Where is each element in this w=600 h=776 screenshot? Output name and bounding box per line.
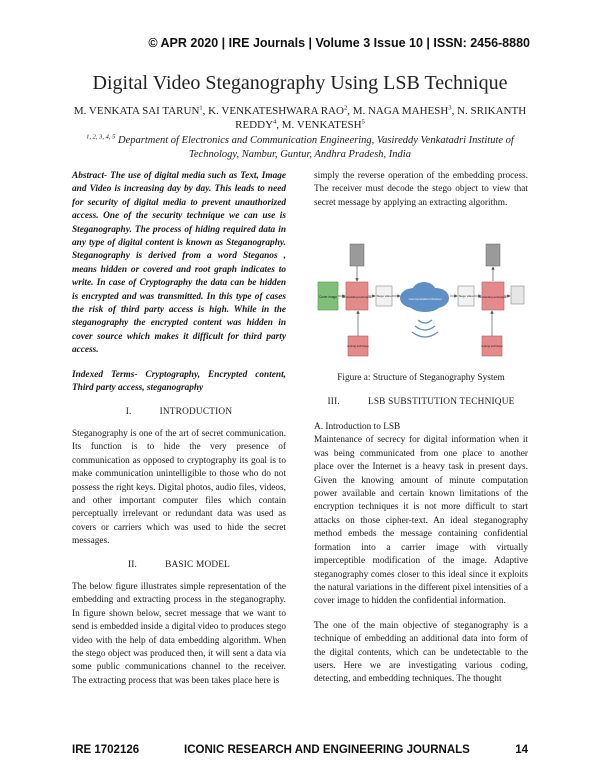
left-column	[72, 170, 286, 688]
index-terms: Indexed Terms- Cryptography, Encrypted content, Third party access, steganography	[72, 369, 286, 394]
output-document	[511, 286, 524, 304]
section-heading-basic-model: II. BASIC MODEL	[127, 559, 231, 570]
journal-header: © APR 2020 | IRE Journals | Volume 3 Issue 10 | ISSN: 2456-8880	[148, 36, 530, 50]
page-number: 14	[515, 744, 528, 756]
lsb-paragraph: Maintenance of secrecy for digital information when it was being communicated from one place to another place over the Internet is a heavy task in present days. Given the knowing amount of minute computation power available and certain known limitations of the encryption techniques it is not more difficult to start attacks on those cipher-text. An ideal steganography method embeds the message containing confidential formation into a carrier image with virtually imperceptible modification of the image. Adaptive steganography comes closer to this ideal since it exploits the natural variations in the different pixel intensities of a cover image to hidden the confidential information.	[314, 435, 528, 607]
stego-video-label: Stego video	[376, 294, 392, 299]
introduction-paragraph: Steganography is one of the art of secret communication. Its function is to hide the very presence of communication as opposed to cryptography its goal is to make communication unintelligible to those who do not possess the right keys. Digital photos, audio files, videos, and other important computer files which contain perceptually irrelevant or redundant data was used as covers or carriers which was used to hide the secret messages.	[72, 428, 286, 547]
basic-model-paragraph: The below figure illustrates simple representation of the embedding and extracting process in the steganography. In figure shown below, secret message that we want to send is embedded inside a digital video to produces stego video with the help of data embedding algorithm. When the stego object was produced then, it will sent a data via some public communications channel to the receiver. The extracting process that was been takes place here is	[72, 581, 286, 686]
channel-label: Communication Channel	[408, 297, 442, 302]
continued-paragraph: simply the reverse operation of the embedding process. The receiver must decode the stego object to view that secret message by applying an extracting algorithm.	[314, 171, 528, 208]
section-heading-lsb: III. LSB SUBSTITUTION TECHNIQUE	[327, 396, 515, 407]
paper-title: Digital Video Steganography Using LSB Technique	[92, 72, 508, 94]
steganography-figure	[314, 240, 528, 362]
embedding-label: Embedding technique	[342, 295, 372, 300]
author-name: , M. VENKATESH	[276, 119, 362, 131]
author-name: , N. SRIKANTH REDDY	[235, 105, 527, 131]
subsection-heading: A. Introduction to LSB	[314, 422, 401, 433]
figure-caption: Figure a: Structure of Steganography System	[337, 373, 505, 384]
extracting-label: Extracting technique	[479, 295, 507, 300]
author-list: M. VENKATA SAI TARUN$^1$, K. VENKATESHWARA RAO$^2$, M. NAGA MAHESH$^3$, N. SRIKANTH REDDY$^4$, M. VENKATESH$^5$	[73, 104, 527, 131]
section-heading-introduction: I. INTRODUCTION	[125, 406, 233, 417]
footer-journal-name: ICONIC RESEARCH AND ENGINEERING JOURNALS	[184, 744, 470, 756]
author-name: , M. NAGA MAHESH	[347, 105, 449, 117]
signal-arcs	[412, 320, 438, 337]
coding-technique-label: Coding technique	[347, 344, 369, 349]
secret-message-document	[350, 244, 364, 266]
right-column	[314, 170, 528, 687]
coding-technique-label: Coding technique	[481, 344, 503, 349]
lsb-paragraph: The one of the main objective of steganography is a technique of embedding an additional data into form of the digital contents, which can be undetectable to the users. Here we are investigating various coding, detecting, and embedding techniques. The thought	[314, 620, 528, 685]
author-name: , K. VENKATESHWARA RAO	[202, 105, 344, 117]
author-name: M. VENKATA SAI TARUN	[73, 105, 200, 117]
steganography-diagram	[314, 240, 528, 362]
abstract: Abstract- The use of digital media such as Text, Image and Video is increasing day by day. This leads to need for security of digital media to prevent unauthorized access. One of the security technique we can use is Steganography. The process of hiding required data in any type of digital content is known as Steganography. Steganography is derived from a word Steganos , means hidden or covered and root graph indicates to write. In case of Cryptography the data can be hidden is encrypted and was transmitted. In this type of cases the risk of third party access is high. While in the steganography the encrypted content was hidden in cover source which makes it difficult for third party access.	[72, 171, 286, 356]
footer-paper-id: IRE 1702126	[72, 744, 140, 756]
secret-message-document	[486, 244, 500, 266]
stego-video-label: Stego video	[458, 294, 474, 299]
affiliation: $^{1, 2, 3, 4, 5}$ Department of Electronics and Communication Engineering, Vasireddy Venkatadri Institute of Technology, Nambur, Guntur, Andhra Pradesh, India	[86, 133, 514, 160]
cover-image-label: Cover image	[318, 295, 338, 300]
